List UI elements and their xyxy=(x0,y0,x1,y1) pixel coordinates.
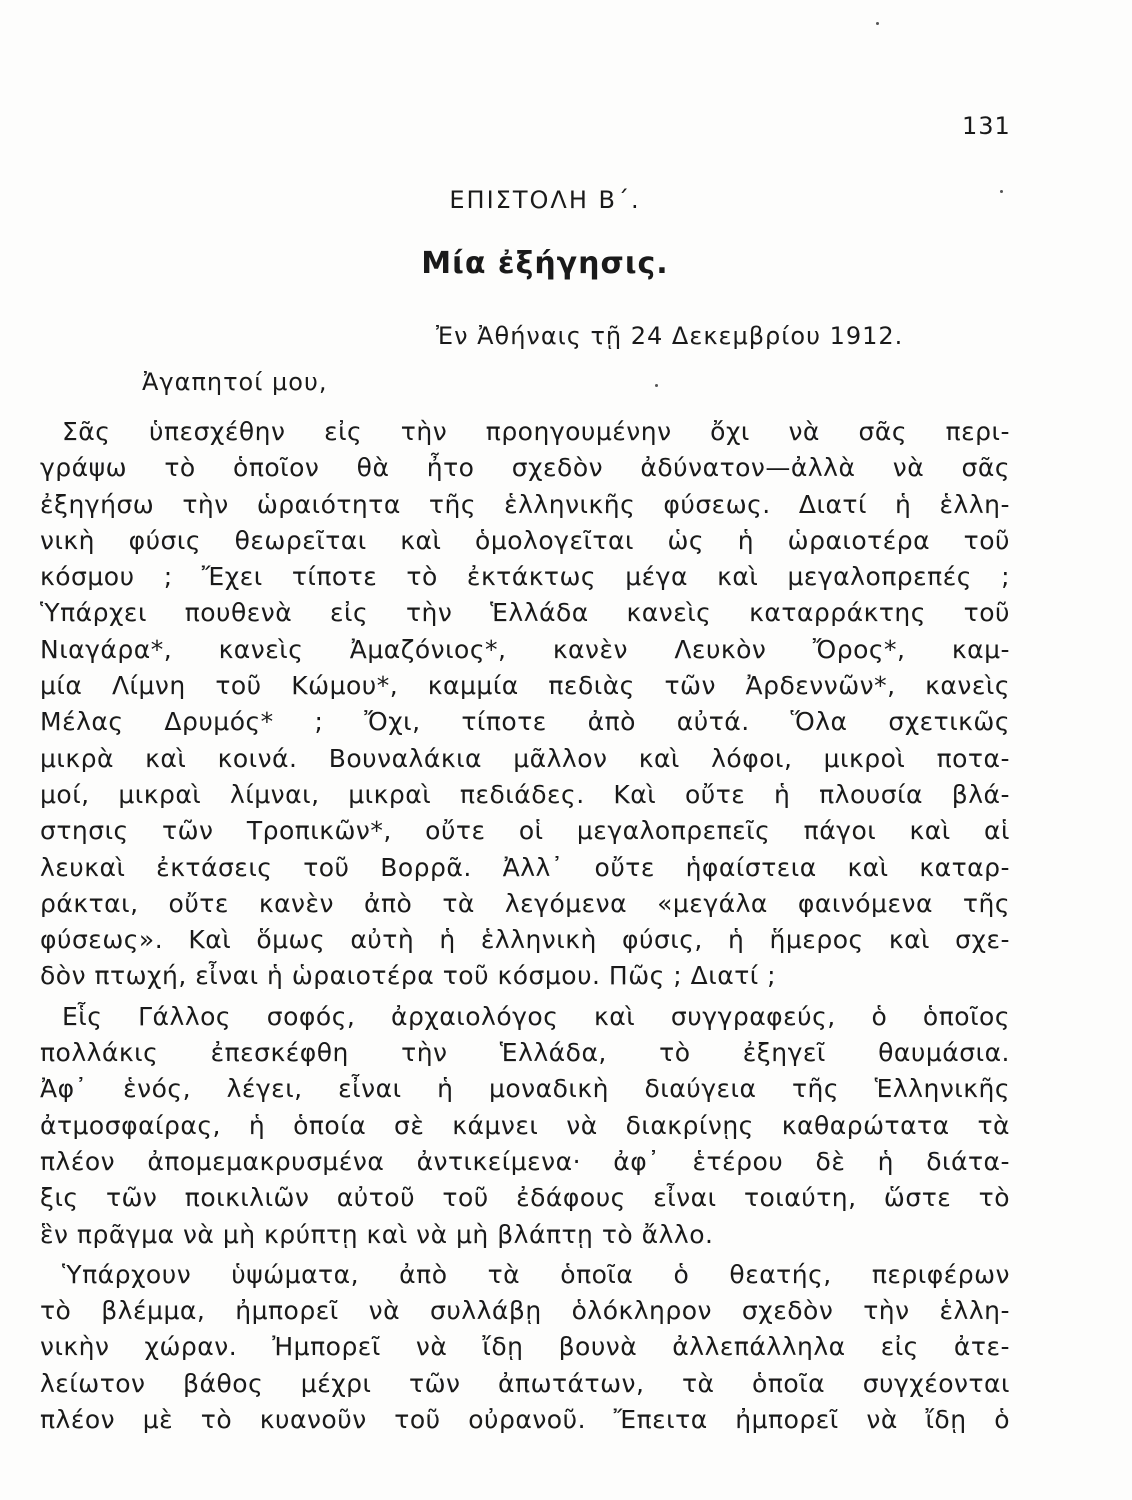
paragraph-1 xyxy=(40,414,1010,995)
dateline: Ἐν Ἀθήναις τῇ 24 Δεκεμβρίου 1912. xyxy=(436,322,904,350)
text-line: ξις τῶν ποικιλιῶν αὐτοῦ τοῦ ἐδάφους εἶναι τοιαύτη, ὥστε τὸ xyxy=(40,1183,1010,1213)
text-line: ἐξηγήσω τὴν ὡραιότητα τῆς ἑλληνικῆς φύσεως. Διατί ἡ ἑλλη- xyxy=(40,489,1010,519)
text-line: στησις τῶν Τροπικῶν*, οὔτε οἱ μεγαλοπρεπεῖς πάγοι καὶ αἱ xyxy=(40,816,1010,846)
text-line: κόσμου ; Ἔχει τίποτε τὸ ἐκτάκτως μέγα καὶ μεγαλοπρεπές ; xyxy=(40,562,1010,592)
text-line: τὸ βλέμμα, ἠμπορεῖ νὰ συλλάβῃ ὁλόκληρον σχεδὸν τὴν ἑλλη- xyxy=(40,1296,1010,1326)
letter-heading: ΕΠΙΣΤΟΛΗ Β΄. xyxy=(449,186,641,214)
text-line: πολλάκις ἐπεσκέφθη τὴν Ἑλλάδα, τὸ ἐξηγεῖ θαυμάσια. xyxy=(40,1038,1010,1068)
text-line: πλέον μὲ τὸ κυανοῦν τοῦ οὐρανοῦ. Ἔπειτα ἠμπορεῖ νὰ ἴδῃ ὁ xyxy=(40,1405,1010,1435)
text-line: νικὴν χώραν. Ἠμπορεῖ νὰ ἴδῃ βουνὰ ἀλλεπάλληλα εἰς ἀτε- xyxy=(40,1332,1010,1362)
print-speck xyxy=(1000,190,1003,193)
text-line: Νιαγάρα*, κανεὶς Ἀμαζόνιος*, κανὲν Λευκὸν Ὄρος*, καμ- xyxy=(40,634,1010,664)
page-number: 131 xyxy=(962,112,1011,140)
text-line: πλέον ἀπομεμακρυσμένα ἀντικείμενα· ἀφ᾽ ἑτέρου δὲ ἡ διάτα- xyxy=(40,1146,1010,1176)
text-line: Εἷς Γάλλος σοφός, ἀρχαιολόγος καὶ συγγραφεύς, ὁ ὁποῖος xyxy=(62,1001,1010,1031)
text-line: Ὑπάρχουν ὑψώματα, ἀπὸ τὰ ὁποῖα ὁ θεατής, περιφέρων xyxy=(62,1259,1010,1289)
text-line: ἀτμοσφαίρας, ἡ ὁποία σὲ κάμνει νὰ διακρίνῃς καθαρώτατα τὰ xyxy=(40,1110,1010,1140)
text-line: γράψω τὸ ὁποῖον θὰ ἦτο σχεδὸν ἀδύνατον—ἀλλὰ νὰ σᾶς xyxy=(40,453,1010,483)
print-speck xyxy=(655,384,658,387)
text-line: λευκαὶ ἐκτάσεις τοῦ Βορρᾶ. Ἀλλ᾽ οὔτε ἡφαίστεια καὶ καταρ- xyxy=(40,852,1010,882)
text-line: Μέλας Δρυμός* ; Ὄχι, τίποτε ἀπὸ αὐτά. Ὅλα σχετικῶς xyxy=(40,707,1010,737)
text-line: λείωτον βάθος μέχρι τῶν ἀπωτάτων, τὰ ὁποῖα συγχέονται xyxy=(40,1368,1010,1398)
print-speck xyxy=(876,22,879,25)
text-line: δὸν πτωχή, εἶναι ἡ ὡραιοτέρα τοῦ κόσμου. Πῶς ; Διατί ; xyxy=(40,961,777,991)
letter-body xyxy=(40,414,1010,1438)
text-line: Ἀφ᾽ ἑνός, λέγει, εἶναι ἡ μοναδικὴ διαύγεια τῆς Ἑλληνικῆς xyxy=(40,1074,1010,1104)
text-line: Ὑπάρχει πουθενὰ εἰς τὴν Ἑλλάδα κανεὶς καταρράκτης τοῦ xyxy=(40,598,1010,628)
text-line: μοί, μικραὶ λίμναι, μικραὶ πεδιάδες. Καὶ οὔτε ἡ πλουσία βλά- xyxy=(40,779,1010,809)
paragraph-3 xyxy=(40,1257,1010,1438)
text-line: ἓν πρᾶγμα νὰ μὴ κρύπτῃ καὶ νὰ μὴ βλάπτῃ τὸ ἄλλο. xyxy=(40,1219,714,1249)
salutation: Ἀγαπητοί μου, xyxy=(142,368,328,396)
text-line: νικὴ φύσις θεωρεῖται καὶ ὁμολογεῖται ὡς ἡ ὡραιοτέρα τοῦ xyxy=(40,525,1010,555)
text-line: Σᾶς ὑπεσχέθην εἰς τὴν προηγουμένην ὄχι νὰ σᾶς περι- xyxy=(62,417,1010,446)
text-line: ράκται, οὔτε κανὲν ἀπὸ τὰ λεγόμενα «μεγάλα φαινόμενα τῆς xyxy=(40,888,1010,918)
paragraph-2 xyxy=(40,999,1010,1253)
text-line: μικρὰ καὶ κοινά. Βουναλάκια μᾶλλον καὶ λόφοι, μικροὶ ποτα- xyxy=(40,743,1010,773)
text-line: μία Λίμνη τοῦ Κώμου*, καμμία πεδιὰς τῶν Ἀρδεννῶν*, κανεὶς xyxy=(40,671,1010,701)
letter-subtitle: Μία ἐξήγησις. xyxy=(421,246,669,281)
text-line: φύσεως». Καὶ ὅμως αὐτὴ ἡ ἑλληνικὴ φύσις, ἡ ἥμερος καὶ σχε- xyxy=(40,925,1010,955)
